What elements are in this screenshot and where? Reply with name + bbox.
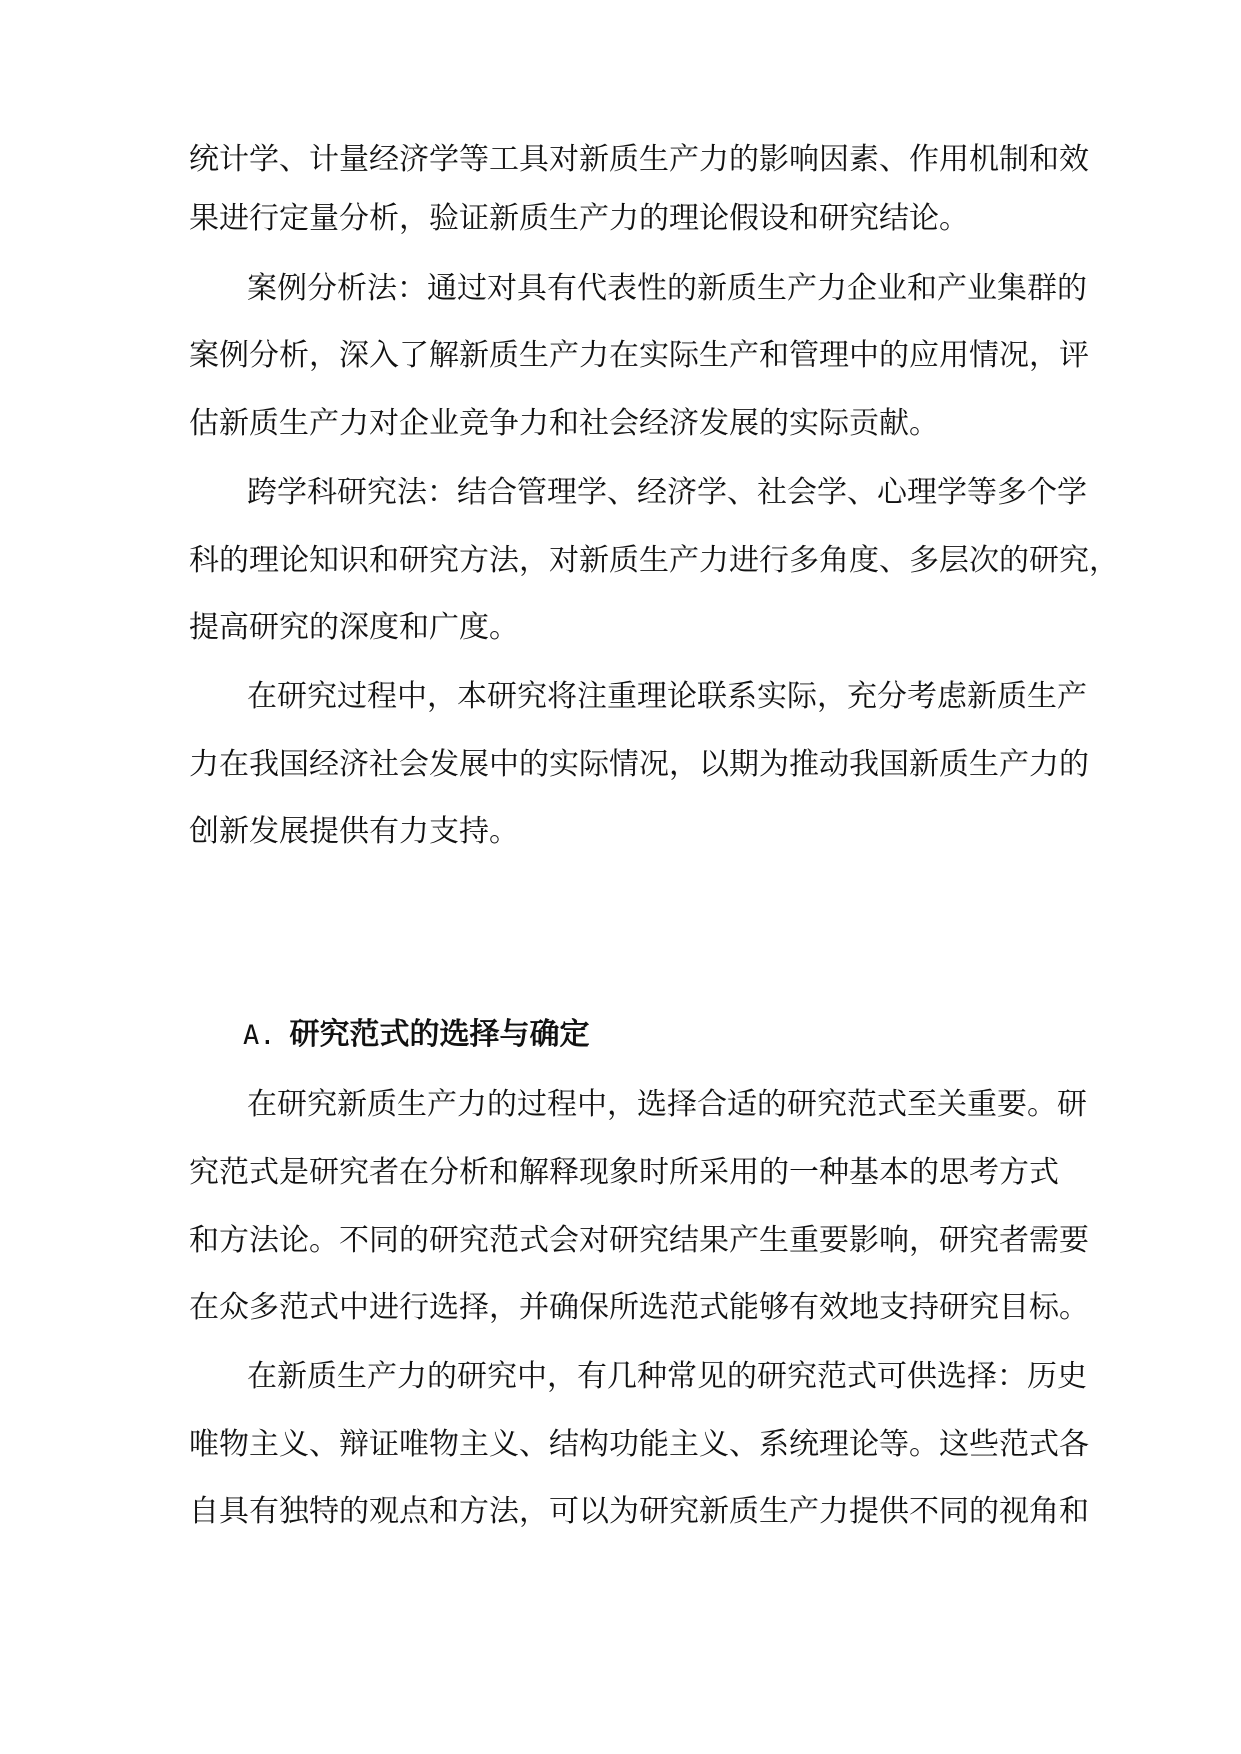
paragraph-1-line-2: 果进行定量分析，验证新质生产力的理论假设和研究结论。 — [189, 201, 969, 236]
paragraph-2-line-1: 案例分析法：通过对具有代表性的新质生产力企业和产业集群的 — [247, 271, 1087, 306]
paragraph-3-line-3: 提高研究的深度和广度。 — [189, 610, 519, 645]
section-number: A. — [243, 1020, 276, 1051]
paragraph-3-line-2: 科的理论知识和研究方法，对新质生产力进行多角度、多层次的研究， — [189, 543, 1119, 578]
section-paragraph-1-line-2: 究范式是研究者在分析和解释现象时所采用的一种基本的思考方式 — [189, 1155, 1059, 1190]
section-paragraph-1-line-3: 和方法论。不同的研究范式会对研究结果产生重要影响，研究者需要 — [189, 1223, 1089, 1258]
section-paragraph-1-line-4: 在众多范式中进行选择，并确保所选范式能够有效地支持研究目标。 — [189, 1290, 1089, 1325]
paragraph-3-line-1: 跨学科研究法：结合管理学、经济学、社会学、心理学等多个学 — [247, 475, 1087, 510]
section-heading — [243, 1015, 590, 1055]
section-paragraph-2-line-3: 自具有独特的观点和方法，可以为研究新质生产力提供不同的视角和 — [189, 1494, 1089, 1529]
section-paragraph-2-line-2: 唯物主义、辩证唯物主义、结构功能主义、系统理论等。这些范式各 — [189, 1427, 1089, 1462]
paragraph-1-line-1: 统计学、计量经济学等工具对新质生产力的影响因素、作用机制和效 — [189, 142, 1089, 177]
section-title: 研究范式的选择与确定 — [289, 1017, 590, 1052]
section-paragraph-2-line-1: 在新质生产力的研究中，有几种常见的研究范式可供选择：历史 — [247, 1359, 1087, 1394]
paragraph-4-line-1: 在研究过程中，本研究将注重理论联系实际，充分考虑新质生产 — [247, 679, 1087, 714]
section-paragraph-1-line-1: 在研究新质生产力的过程中，选择合适的研究范式至关重要。研 — [247, 1087, 1087, 1122]
paragraph-2-line-2: 案例分析，深入了解新质生产力在实际生产和管理中的应用情况，评 — [189, 338, 1089, 373]
paragraph-4-line-3: 创新发展提供有力支持。 — [189, 814, 519, 849]
paragraph-2-line-3: 估新质生产力对企业竞争力和社会经济发展的实际贡献。 — [189, 406, 939, 441]
paragraph-4-line-2: 力在我国经济社会发展中的实际情况，以期为推动我国新质生产力的 — [189, 747, 1089, 782]
